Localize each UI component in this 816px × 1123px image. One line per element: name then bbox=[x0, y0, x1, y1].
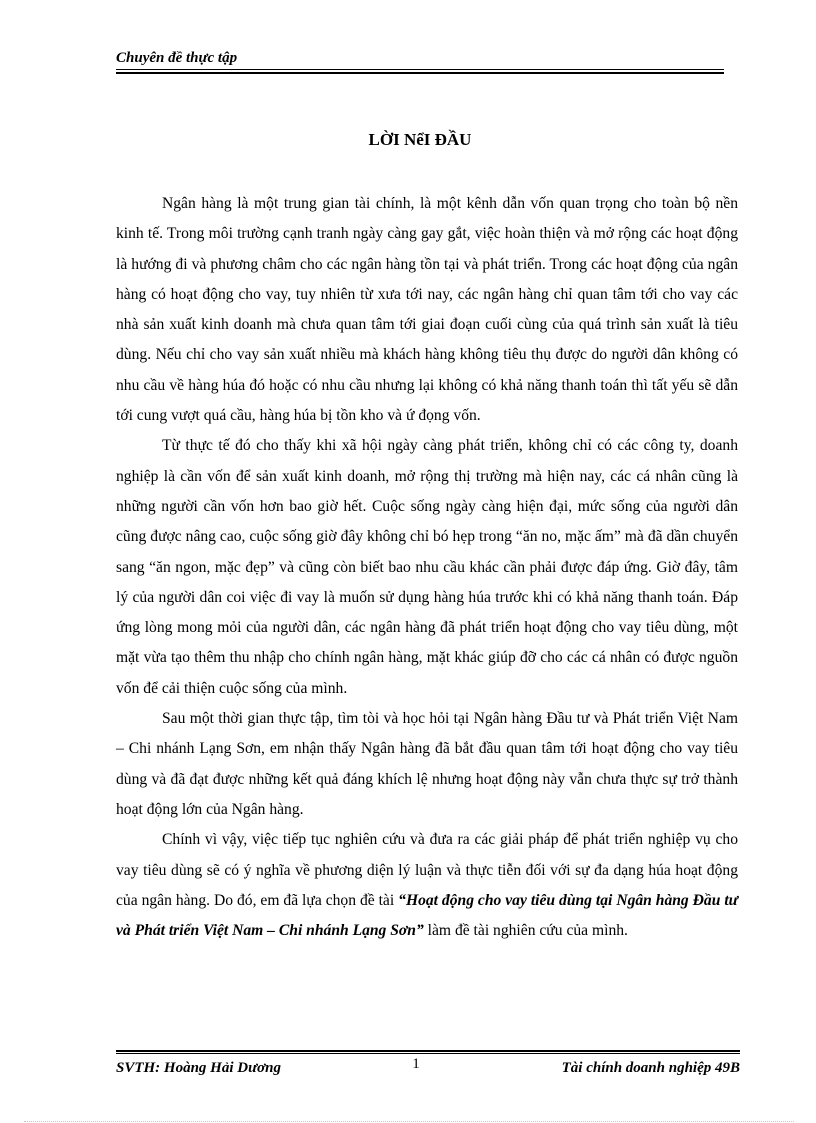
footer-rule bbox=[116, 1050, 740, 1054]
paragraph-3: Sau một thời gian thực tập, tìm tòi và học hỏi tại Ngân hàng Đầu tư và Phát triển Việt Nam – Chi nhánh Lạng Sơn, em nhận thấy Ngân hàng đã bắt đầu quan tâm tới hoạt động cho vay tiêu dùng và đã đạt được những kết quả đáng khích lệ nhưng hoạt động này vẫn chưa thực sự trở thành hoạt động lớn của Ngân hàng. bbox=[116, 710, 738, 818]
header-rule bbox=[116, 69, 724, 74]
page-bottom-divider bbox=[24, 1121, 794, 1122]
page-number: 1 bbox=[412, 1056, 420, 1072]
page-title: LỜI NểI ĐẦU bbox=[368, 130, 472, 149]
paragraph-2: Từ thực tế đó cho thấy khi xã hội ngày càng phát triển, không chỉ có các công ty, doanh nghiệp là cần vốn để sản xuất kinh doanh, mở rộng thị trường mà hiện nay, các cá nhân cũng là những người cần vốn hơn bao giờ hết. Cuộc sống ngày càng hiện đại, mức sống của người dân cũng được nâng cao, cuộc sống giờ đây không chỉ bó hẹp trong “ăn no, mặc ấm” mà đã dần chuyển sang “ăn ngon, mặc đẹp” và cũng còn biết bao nhu cầu khác cần phải được đáp ứng. Giờ đây, tâm lý của người dân coi việc đi vay là muốn sử dụng hàng húa trước khi có khả năng thanh toán. Đáp ứng lòng mong mỏi của người dân, các ngân hàng đã phát triển hoạt động cho vay tiêu dùng, một mặt vừa tạo thêm thu nhập cho chính ngân hàng, mặt khác giúp đỡ cho các cá nhân có được nguồn vốn để cải thiện cuộc sống của mình. bbox=[116, 437, 738, 697]
page-footer bbox=[116, 1050, 740, 1080]
page-header bbox=[116, 48, 724, 74]
footer-row bbox=[116, 1056, 740, 1080]
header-title: Chuyên đề thực tập bbox=[116, 50, 238, 66]
footer-class: Tài chính doanh nghiệp 49B bbox=[561, 1060, 740, 1076]
paragraph-4-text: Chính vì vậy, việc tiếp tục nghiên cứu và đưa ra các giải pháp để phát triển nghiệp vụ cho vay tiêu dùng sẽ có ý nghĩa về phương diện lý luận và thực tiễn đối với sự đa dạng húa hoạt động của ngân hàng. Do đó, em đã lựa chọn đề tài bbox=[116, 831, 738, 909]
footer-author: SVTH: Hoàng Hải Dương bbox=[116, 1060, 281, 1076]
paragraph-4 bbox=[116, 825, 738, 946]
thesis-topic: “Hoạt động cho vay tiêu dùng tại Ngân hàng Đầu tư và Phát triển Việt Nam – Chi nhánh Lạng Sơn” bbox=[116, 891, 739, 940]
paragraph-1: Ngân hàng là một trung gian tài chính, là một kênh dẫn vốn quan trọng cho toàn bộ nền kinh tế. Trong môi trường cạnh tranh ngày càng gay gắt, việc hoàn thiện và mở rộng các hoạt động là hướng đi và phương châm cho các ngân hàng tồn tại và phát triển. Trong các hoạt động của ngân hàng có hoạt động cho vay, tuy nhiên từ xưa tới nay, các ngân hàng chỉ quan tâm tới cho vay các nhà sản xuất kinh doanh mà chưa quan tâm tới giai đoạn cuối cùng của quá trình sản xuất là tiêu dùng. Nếu chỉ cho vay sản xuất nhiều mà khách hàng không tiêu thụ được do người dân không có nhu cầu về hàng húa đó hoặc có nhu cầu nhưng lại không có khả năng thanh toán thì tất yếu sẽ dẫn tới cung vượt quá cầu, hàng húa bị tồn kho và ứ đọng vốn. bbox=[116, 195, 738, 425]
paragraph-4-end: làm đề tài nghiên cứu của mình. bbox=[423, 922, 628, 940]
document-body bbox=[116, 189, 738, 946]
